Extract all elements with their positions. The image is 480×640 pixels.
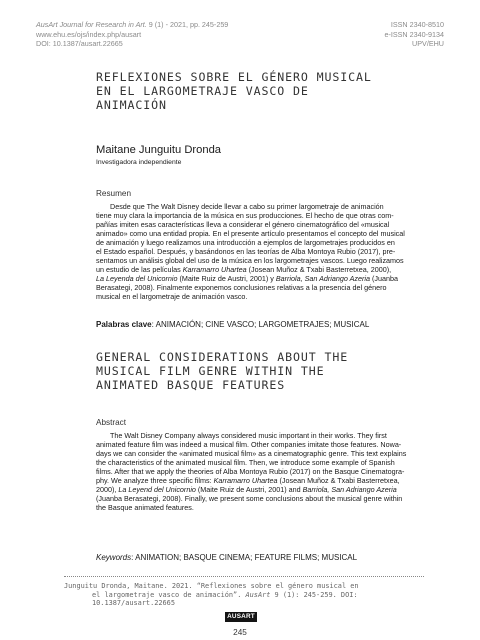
journal-publisher: UPV/EHU xyxy=(412,39,444,49)
title-es-line: REFLEXIONES SOBRE EL GÉNERO MUSICAL xyxy=(96,70,372,84)
abstract-text: 2000), xyxy=(96,484,119,494)
film-title: Barriola, San Adriango Azeria xyxy=(275,273,370,283)
keywords-es xyxy=(96,320,369,329)
abstract-line: films. After that we apply the theories of Alba Montoya Rubio (2017) on the Basque Cinematogra- xyxy=(96,466,405,476)
abstract-line: musical en el largometraje de animación vasco. xyxy=(96,291,248,301)
abstract-line: the Basque animated features. xyxy=(96,502,194,512)
abstract-body-es xyxy=(96,203,426,301)
journal-issue: 9 (1) - 2021, pp. 245-259 xyxy=(146,20,229,29)
citation-line: Junguitu Dronda, Maitane. 2021. “Reflexiones sobre el género musical en xyxy=(64,582,359,590)
abstract-text: (Josean Muñoz & Txabi Basterretxea, 2000), xyxy=(246,264,392,274)
abstract-line: (Juanba Berasategi, 2008). Finally, we present some conclusions about the musical genre within xyxy=(96,493,403,503)
citation-line xyxy=(64,591,424,600)
abstract-text: un estudio de las películas xyxy=(96,264,183,274)
title-en-line: ANIMATED BASQUE FEATURES xyxy=(96,378,286,393)
keywords-separator: : xyxy=(151,320,156,329)
abstract-line: animated feature film was indeed a musical film. Other companies imitate those features. Nowa- xyxy=(96,439,402,449)
film-title: Karramarro Uhartea xyxy=(213,475,278,485)
author-name: Maitane Junguitu Dronda xyxy=(96,144,222,156)
keywords-items-es: ANIMACIÓN; CINE VASCO; LARGOMETRAJES; MUSICAL xyxy=(155,320,370,329)
abstract-body-en xyxy=(96,432,426,513)
abstract-line: sentamos un análisis global del uso de la música en los largometrajes vascos. Luego realizamos xyxy=(96,255,404,265)
abstract-heading-en: Abstract xyxy=(96,418,127,427)
abstract-line: pañías imiten esas características lleva a considerar el género cinematográfico del «musical xyxy=(96,219,390,229)
keywords-separator: : xyxy=(131,553,136,562)
abstract-line: The Walt Disney Company always considered music important in their works. They first xyxy=(110,431,387,440)
article-title-en xyxy=(96,350,436,393)
keywords-items-en: ANIMATION; BASQUE CINEMA; FEATURE FILMS; MUSICAL xyxy=(135,553,358,562)
abstract-heading-es: Resumen xyxy=(96,189,132,198)
journal-citation-line xyxy=(36,20,228,30)
film-title: Barriola, San Adriango Azeria xyxy=(302,484,397,494)
abstract-text: (Maite Ruiz de Austri, 2001) y xyxy=(177,273,276,283)
abstract-line: days we can consider the «animated musical film» as a cinematographic genre. This text explains xyxy=(96,448,407,458)
title-es-line: ANIMACIÓN xyxy=(96,98,167,113)
dotted-divider xyxy=(64,576,424,577)
journal-issn: ISSN 2340-8510 xyxy=(390,20,444,29)
citation-block xyxy=(64,582,424,608)
citation-line: 10.1387/ausart.22665 xyxy=(92,599,175,608)
abstract-line: animado» como una entidad propia. En el presente artículo presentamos el concepto del musical xyxy=(96,228,405,238)
journal-doi: DOI: 10.1387/ausart.22665 xyxy=(36,39,123,49)
journal-eissn: e-ISSN 2340-9134 xyxy=(384,29,444,39)
page-number: 245 xyxy=(233,628,247,637)
abstract-line: Desde que The Walt Disney decide llevar a cabo su primer largometraje de animación xyxy=(110,202,384,211)
abstract-line: de animación y luego realizamos una introducción a ejemplos de largometrajes producidos en xyxy=(96,237,395,247)
abstract-line: Berasategi, 2008). Finalmente exponemos conclusiones relativas a la presencia del género xyxy=(96,282,387,292)
journal-name: AusArt Journal for Research in Art. xyxy=(36,20,147,29)
journal-header-left xyxy=(36,20,228,49)
film-title: La Leyenda del Unicornio xyxy=(96,273,178,283)
title-en-line: MUSICAL FILM GENRE WITHIN THE xyxy=(96,364,325,379)
journal-url: www.ehu.es/ojs/index.php/ausart xyxy=(36,29,142,39)
abstract-line: el Estado español. Después, y basándonos en las teorías de Alba Montoya Rubio (2017), pre- xyxy=(96,246,396,256)
film-title: La Leyend del Unicornio xyxy=(118,484,196,494)
abstract-text: (Josean Muñoz & Txabi Basterretxea, xyxy=(277,475,400,485)
author-affiliation: Investigadora independiente xyxy=(96,159,182,166)
article-title-es xyxy=(96,70,436,113)
abstract-line: the characteristics of the animated musical film. Then, we introduce some example of Spanish xyxy=(96,457,395,467)
keywords-label-es: Palabras clave xyxy=(96,320,152,329)
keywords-label-en: Keywords xyxy=(96,553,132,562)
abstract-text: (Juanba xyxy=(369,273,398,283)
citation-text: el largometraje vasco de animación”. xyxy=(92,590,246,599)
citation-text: 9 (1): 245-259. DOI: xyxy=(270,590,358,599)
citation-journal: AusArt xyxy=(245,590,271,599)
journal-header-right xyxy=(384,20,444,49)
abstract-line: tiene muy clara la importancia de la música en sus producciones. El hecho de que otras com- xyxy=(96,210,394,220)
title-es-line: EN EL LARGOMETRAJE VASCO DE xyxy=(96,84,309,99)
film-title: Karramarro Uhartea xyxy=(182,264,247,274)
ausart-logo: AUSART xyxy=(225,612,257,622)
title-en-line: GENERAL CONSIDERATIONS ABOUT THE xyxy=(96,350,349,364)
abstract-text: (Maite Ruiz de Austri, 2001) and xyxy=(195,484,303,494)
abstract-text: phy. We analyze three specific films: xyxy=(96,475,214,485)
keywords-en xyxy=(96,553,357,562)
